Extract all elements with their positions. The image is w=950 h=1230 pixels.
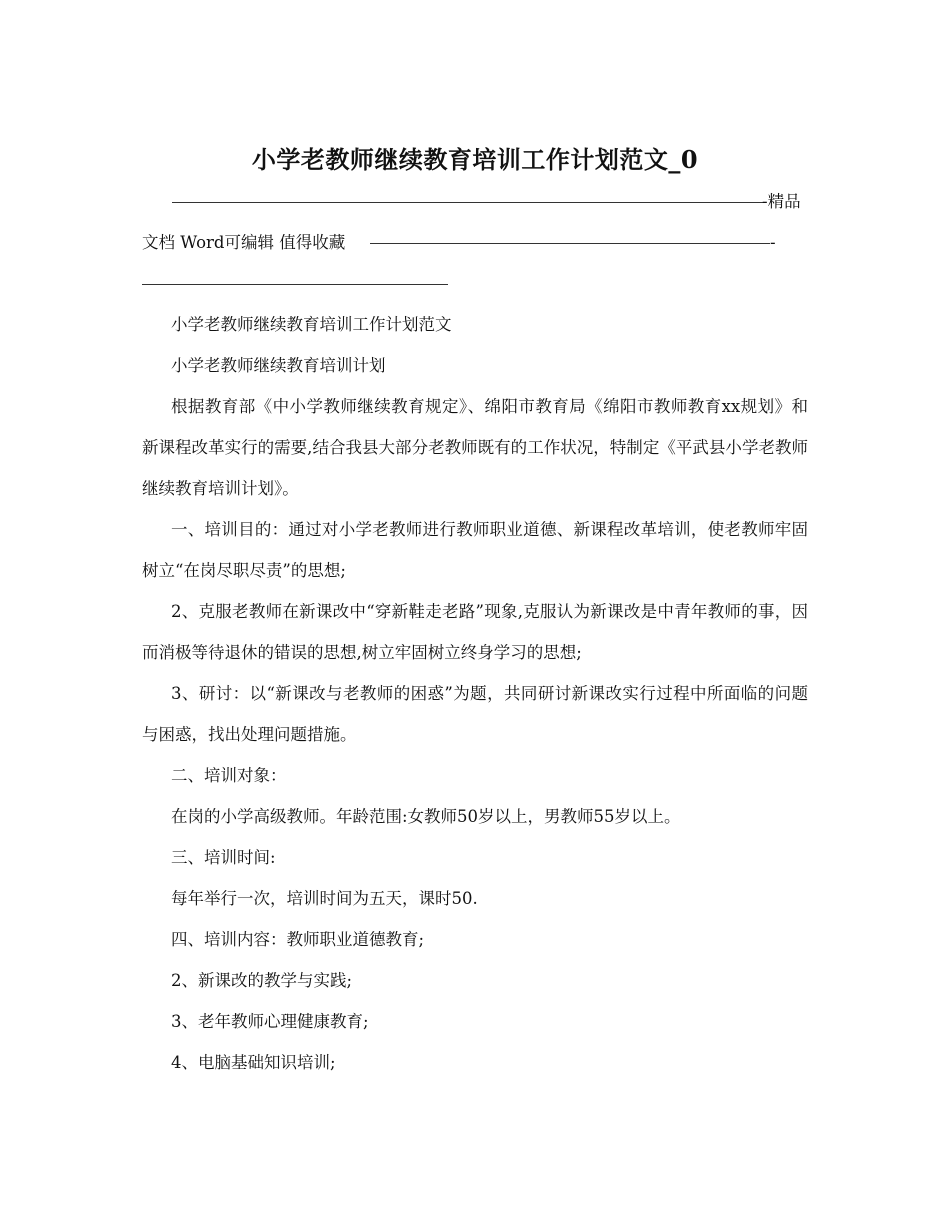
paragraph-content-3: 3、老年教师心理健康教育; — [171, 1012, 369, 1031]
paragraph-content-4: 4、电脑基础知识培训; — [171, 1053, 336, 1072]
paragraph-intro-title: 小学老教师继续教育培训工作计划范文 — [171, 315, 452, 334]
paragraph-content-2: 2、新课改的教学与实践; — [171, 971, 353, 990]
header-rule — [370, 243, 770, 244]
header-rule — [142, 284, 448, 285]
paragraph-heading-time: 三、培训时间: — [171, 848, 276, 867]
document-title: 小学老教师继续教育培训工作计划范文_0 — [251, 145, 699, 174]
header-subtitle-text: 文档 Word可编辑 值得收藏 — [142, 233, 346, 252]
paragraph-goal-1: 一、培训目的：通过对小学老教师进行教师职业道德、新课程改革培训，使老教师牢固树立“在岗尽职尽责”的思想; — [142, 520, 808, 580]
paragraph-audience: 在岗的小学高级教师。年龄范围:女教师50岁以上，男教师55岁以上。 — [171, 807, 681, 826]
paragraph-plan-title: 小学老教师继续教育培训计划 — [171, 356, 386, 375]
paragraph-goal-3: 3、研讨：以“新课改与老教师的困惑”为题，共同研讨新课改实行过程中所面临的问题与困惑，找出处理问题措施。 — [142, 684, 808, 744]
paragraph-content-1: 四、培训内容：教师职业道德教育; — [171, 930, 425, 949]
paragraph-heading-audience: 二、培训对象： — [171, 766, 287, 785]
paragraph-basis: 根据教育部《中小学教师继续教育规定》、绵阳市教育局《绵阳市教师教育xx规划》和新课程改革实行的需要,结合我县大部分老教师既有的工作状况，特制定《平武县小学老教师继续教育培训计划》。 — [142, 397, 808, 498]
header-tail-text: -精品 — [762, 192, 801, 211]
header-rule — [172, 202, 764, 203]
header-tail-text: - — [770, 233, 776, 252]
paragraph-goal-2: 2、克服老教师在新课改中“穿新鞋走老路”现象,克服认为新课改是中青年教师的事，因而消极等待退休的错误的思想,树立牢固树立终身学习的思想; — [142, 602, 808, 662]
paragraph-time: 每年举行一次，培训时间为五天，课时50. — [171, 889, 478, 908]
